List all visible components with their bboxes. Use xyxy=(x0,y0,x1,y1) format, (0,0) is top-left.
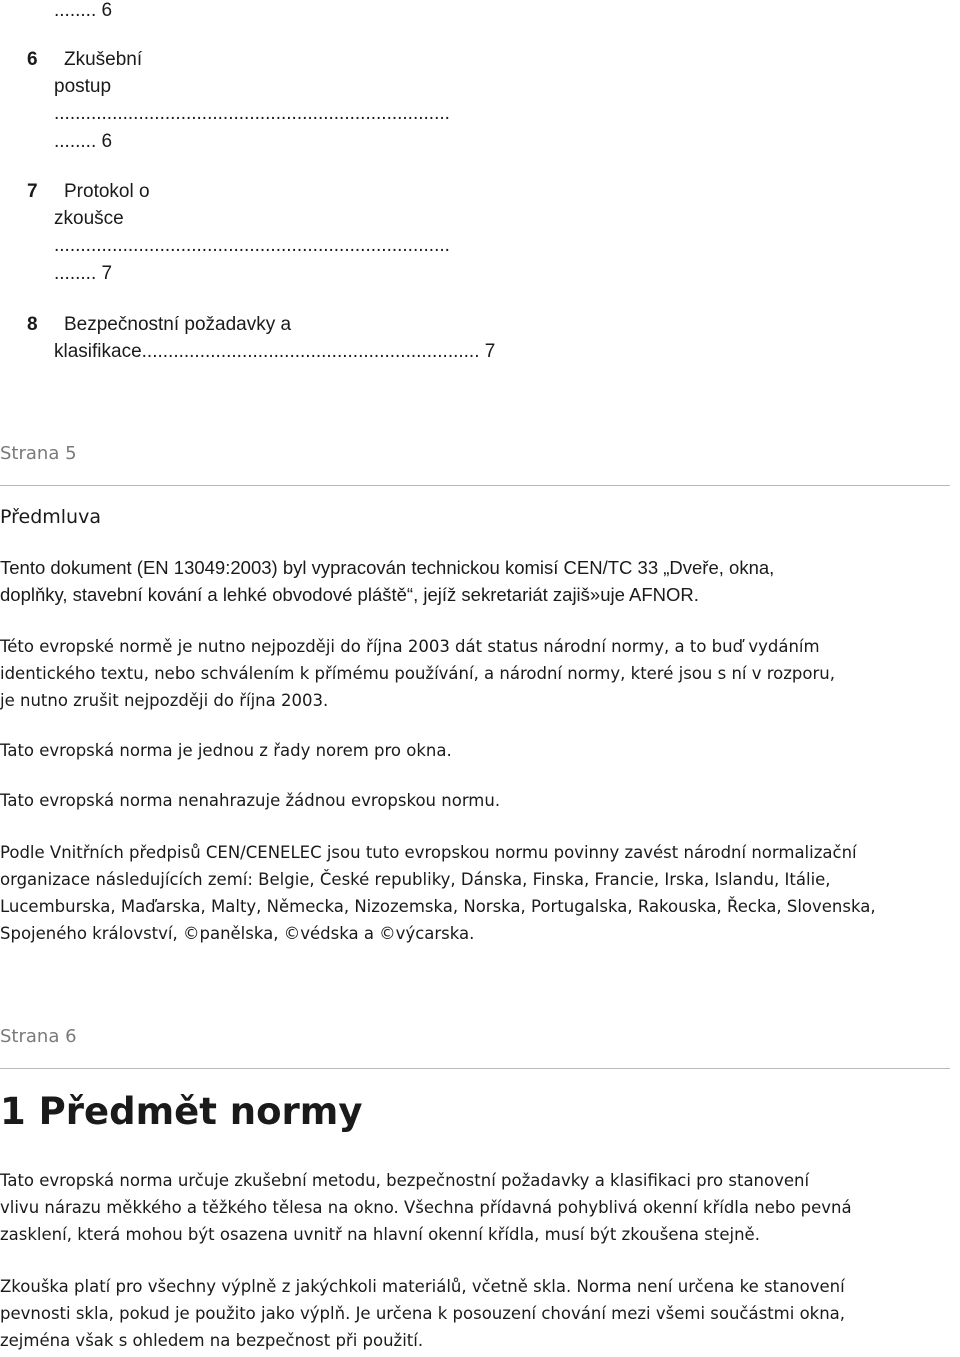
toc-top-fragment: ........ 6 xyxy=(54,0,113,21)
foreword-line: doplňky, stavební kování a lehké obvodové pláště“, jejíž sekretariát zajiš»uje AFNOR. xyxy=(0,584,699,605)
toc-entry-7-number: 7 xyxy=(27,181,38,202)
toc-entry-6-title-line2[interactable]: postup xyxy=(54,76,112,97)
paragraph-line: identického textu, nebo schválením k přímému používání, a národní normy, které jsou s ní v rozporu, xyxy=(0,664,835,683)
paragraph-line: Zkouška platí pro všechny výplně z jakýchkoli materiálů, včetně skla. Norma není určena ke stanovení xyxy=(0,1277,845,1296)
paragraph-line: pevnosti skla, pokud je použito jako výplň. Je určena k posouzení chování mezi všemi součástmi okna, xyxy=(0,1304,846,1323)
page-label-5: Strana 5 xyxy=(0,443,77,464)
paragraph-line: zasklení, která mohou být osazena uvnitř na hlavní okenní křídla, musí být zkoušena stejně. xyxy=(0,1225,760,1244)
paragraph-line: zejména však s ohledem na bezpečnost při použití. xyxy=(0,1331,424,1350)
toc-entry-8-number: 8 xyxy=(27,314,38,335)
paragraph-line: Tato evropská norma určuje zkušební metodu, bezpečnostní požadavky a klasifikaci pro stanovení xyxy=(0,1171,810,1190)
toc-entry-6-dots: ........................................................................... xyxy=(54,103,450,124)
toc-entry-8-title-line2[interactable]: klasifikace................................................................ 7 xyxy=(54,341,496,362)
paragraph-line: organizace následujících zemí: Belgie, České republiky, Dánska, Finska, Francie, Irska, Islandu, Itálie, xyxy=(0,870,831,889)
paragraph-line: je nutno zrušit nejpozději do října 2003. xyxy=(0,691,329,710)
foreword-line: Tento dokument (EN 13049:2003) byl vypracován technickou komisí CEN/TC 33 „Dveře, okna, xyxy=(0,557,775,578)
paragraph-line: vlivu nárazu měkkého a těžkého tělesa na okno. Všechna přídavná pohyblivá okenní křídla nebo pevná xyxy=(0,1198,852,1217)
section-heading-scope: 1 Předmět normy xyxy=(0,1090,363,1133)
toc-entry-7-page: ........ 7 xyxy=(54,263,113,284)
page-divider-6 xyxy=(0,1068,950,1069)
toc-entry-6-title-line1[interactable]: Zkušební xyxy=(64,49,143,70)
page-label-6: Strana 6 xyxy=(0,1026,77,1047)
section-title-foreword: Předmluva xyxy=(0,506,101,528)
toc-entry-7-title-line2[interactable]: zkoušce xyxy=(54,208,124,229)
paragraph-line: Podle Vnitřních předpisů CEN/CENELEC jsou tuto evropskou normu povinny zavést národní normalizační xyxy=(0,843,857,862)
toc-entry-7-dots: ........................................................................... xyxy=(54,235,450,256)
toc-entry-8-title-line1[interactable]: Bezpečnostní požadavky a xyxy=(64,314,292,335)
page-divider-5 xyxy=(0,485,950,486)
paragraph-line: Této evropské normě je nutno nejpozději do října 2003 dát status národní normy, a to buď vydáním xyxy=(0,637,820,656)
toc-entry-7-title-line1[interactable]: Protokol o xyxy=(64,181,150,202)
paragraph-line: Spojeného království, ©panělska, ©védska a ©výcarska. xyxy=(0,924,475,943)
toc-entry-6-number: 6 xyxy=(27,49,38,70)
paragraph-line: Tato evropská norma je jednou z řady norem pro okna. xyxy=(0,741,452,760)
paragraph-line: Tato evropská norma nenahrazuje žádnou evropskou normu. xyxy=(0,791,501,810)
toc-entry-6-page: ........ 6 xyxy=(54,131,113,152)
paragraph-line: Lucemburska, Maďarska, Malty, Německa, Nizozemska, Norska, Portugalska, Rakouska, Řecka, Slovenska, xyxy=(0,897,876,916)
